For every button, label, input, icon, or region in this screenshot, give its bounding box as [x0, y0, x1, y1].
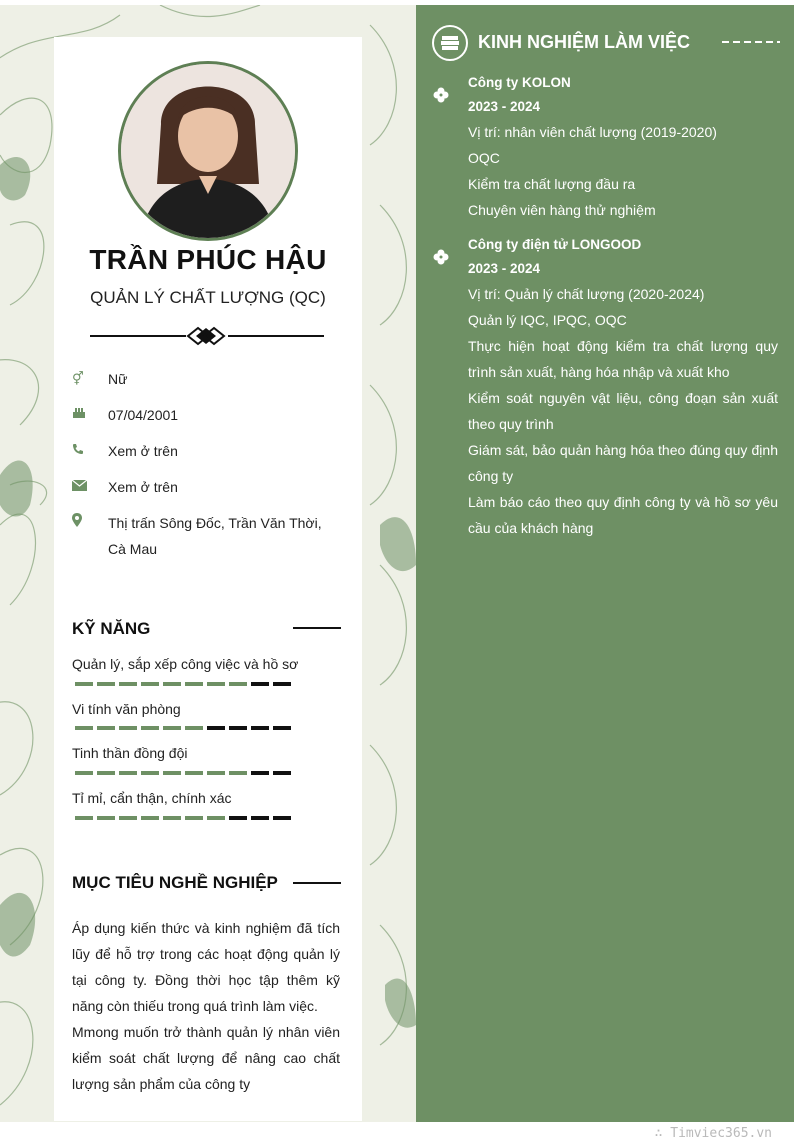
- skill-segment-filled: [185, 816, 203, 820]
- job-detail: Quản lý IQC, IPQC, OQC: [468, 312, 627, 328]
- experience-heading: KINH NGHIỆM LÀM VIỆC: [478, 32, 691, 52]
- flower-bullet-icon: [432, 248, 450, 266]
- objective-paragraph: Mmong muốn trở thành quản lý nhân viên kiểm soát chất lượng để nâng cao chất lượng sản phẩm của công ty: [72, 1024, 340, 1092]
- skill-segment-filled: [163, 771, 181, 775]
- skill-segment-filled: [75, 816, 93, 820]
- job-detail: Vị trí: Quản lý chất lượng (2020-2024): [468, 286, 705, 302]
- skill-segment-filled: [163, 726, 181, 730]
- skill-segment-filled: [185, 682, 203, 686]
- candidate-name: TRẦN PHÚC HẬU: [89, 244, 327, 275]
- watermark-text: Timviec365.vn: [670, 1126, 772, 1141]
- skill-segment-filled: [141, 682, 159, 686]
- skill-segment-filled: [207, 816, 225, 820]
- skill-label: Tỉ mỉ, cẩn thận, chính xác: [72, 790, 232, 806]
- skill-segment-empty: [229, 726, 247, 730]
- job-detail: Giám sát, bảo quản hàng hóa theo đúng quy định công ty: [468, 442, 778, 484]
- books-icon: [432, 25, 468, 61]
- skill-segment-filled: [141, 816, 159, 820]
- info-address-text: Thị trấn Sông Đốc, Trần Văn Thời, Cà Mau: [108, 515, 322, 557]
- job-company: Công ty điện tử LONGOOD: [468, 237, 642, 252]
- envelope-icon: [72, 474, 108, 500]
- skill-bar: [75, 682, 295, 686]
- skill-segment-empty: [207, 726, 225, 730]
- info-email: [72, 474, 342, 500]
- map-marker-icon: [72, 510, 108, 536]
- skill-segment-filled: [229, 682, 247, 686]
- skill-segment-empty: [251, 682, 269, 686]
- experience-heading-dashes: [722, 41, 780, 43]
- job-detail: Kiểm tra chất lượng đầu ra: [468, 176, 636, 192]
- skill-segment-filled: [119, 726, 137, 730]
- skills-heading: KỸ NĂNG: [72, 619, 151, 638]
- skill-segment-filled: [75, 771, 93, 775]
- objective-paragraph: Áp dụng kiến thức và kinh nghiệm đã tích lũy để hỗ trợ trong các hoạt động quản lý tại công ty. Đồng thời học tập thêm kỹ năng còn thiếu trong quá trình làm việc.: [72, 920, 340, 1014]
- info-phone: [72, 438, 342, 464]
- skill-segment-filled: [97, 682, 115, 686]
- gender-icon: ⚥: [72, 371, 84, 386]
- objective-text: [72, 915, 340, 1097]
- candidate-job-title: QUẢN LÝ CHẤT LƯỢNG (QC): [90, 288, 326, 307]
- skill-segment-filled: [207, 771, 225, 775]
- info-birthday: [72, 402, 342, 428]
- skill-segment-filled: [141, 771, 159, 775]
- job-detail: Vị trí: nhân viên chất lượng (2019-2020): [468, 124, 717, 140]
- phone-icon: [72, 438, 108, 464]
- skill-segment-filled: [163, 682, 181, 686]
- skill-label: Tinh thần đồng đội: [72, 745, 188, 761]
- objective-heading-line: [293, 882, 341, 884]
- info-address: [72, 510, 342, 562]
- skill-bar: [75, 816, 295, 820]
- job-detail: Thực hiện hoạt động kiểm tra chất lượng quy trình sản xuất, hàng hóa nhập và xuất kho: [468, 338, 778, 380]
- info-gender-text: Nữ: [108, 371, 128, 387]
- skill-label: Quản lý, sắp xếp công việc và hồ sơ: [72, 656, 299, 672]
- flower-bullet-icon: [432, 86, 450, 104]
- job-detail: Kiểm soát nguyên vật liệu, công đoạn sản xuất theo quy trình: [468, 390, 778, 432]
- skill-segment-filled: [119, 682, 137, 686]
- job-entry: [468, 233, 778, 541]
- job-detail: Làm báo cáo theo quy định công ty và hồ sơ yêu cầu của khách hàng: [468, 494, 778, 536]
- skill-bar: [75, 726, 295, 730]
- skill-segment-filled: [229, 771, 247, 775]
- job-period: 2023 - 2024: [468, 261, 541, 276]
- skill-segment-filled: [163, 816, 181, 820]
- skill-segment-filled: [207, 682, 225, 686]
- info-phone-text: Xem ở trên: [108, 443, 178, 459]
- skill-segment-filled: [97, 726, 115, 730]
- job-entry: [468, 71, 778, 223]
- job-company: Công ty KOLON: [468, 75, 571, 90]
- skill-segment-empty: [251, 771, 269, 775]
- ornament-divider: [90, 326, 324, 346]
- skill-segment-filled: [75, 726, 93, 730]
- skill-segment-empty: [273, 771, 291, 775]
- job-detail: OQC: [468, 150, 500, 166]
- skill-segment-empty: [273, 726, 291, 730]
- skill-segment-empty: [229, 816, 247, 820]
- skill-segment-filled: [119, 771, 137, 775]
- skill-segment-filled: [185, 726, 203, 730]
- skill-bar: [75, 771, 295, 775]
- skills-heading-line: [293, 627, 341, 629]
- skill-segment-empty: [251, 726, 269, 730]
- info-email-text: Xem ở trên: [108, 479, 178, 495]
- skill-segment-filled: [119, 816, 137, 820]
- job-period: 2023 - 2024: [468, 99, 541, 114]
- watermark: ∴ Timviec365.vn: [654, 1126, 772, 1141]
- skill-segment-filled: [185, 771, 203, 775]
- job-detail: Chuyên viên hàng thử nghiệm: [468, 202, 656, 218]
- skill-segment-empty: [251, 816, 269, 820]
- info-gender: [72, 366, 342, 392]
- skill-segment-filled: [97, 816, 115, 820]
- skill-segment-empty: [273, 816, 291, 820]
- objective-heading: MỤC TIÊU NGHỀ NGHIỆP: [72, 873, 278, 892]
- info-birthday-text: 07/04/2001: [108, 407, 179, 423]
- skill-segment-filled: [97, 771, 115, 775]
- skill-label: Vi tính văn phòng: [72, 701, 181, 717]
- skill-segment-empty: [273, 682, 291, 686]
- profile-photo: [118, 61, 298, 241]
- skill-segment-filled: [75, 682, 93, 686]
- skill-segment-filled: [141, 726, 159, 730]
- birthday-cake-icon: [72, 402, 108, 428]
